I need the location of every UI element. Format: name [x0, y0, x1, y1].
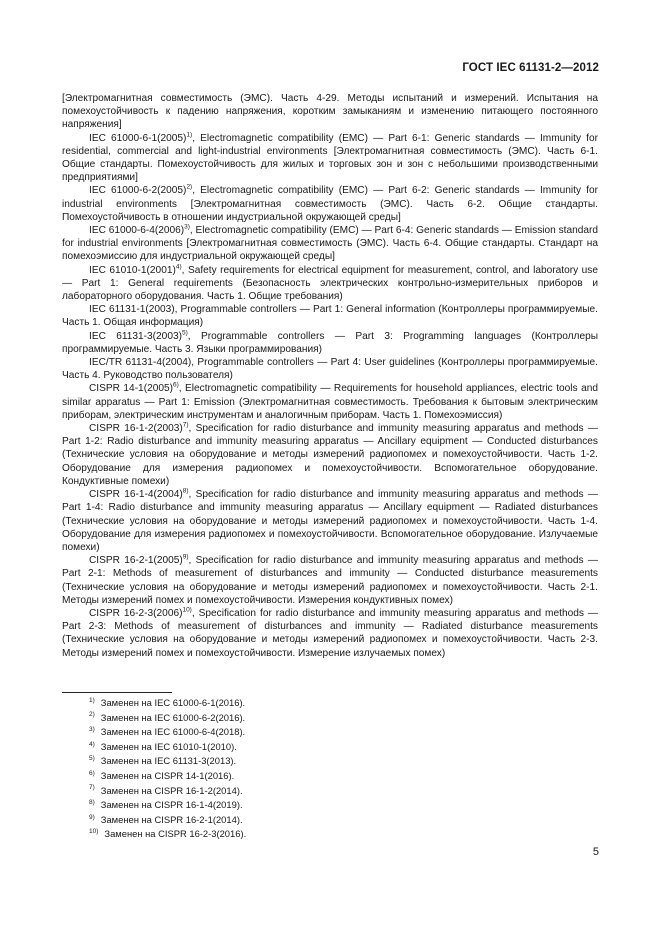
- reference-paragraph: IEC $61000-6-1(2005)^{1)}$, Electromagnetic compatibility (EMC) — Part 6-1: Generic standards — Immunity for residential, commercial and light-industrial environments [Электромагнитная совместимость (ЭМС). Часть 6-1. Общие стандарты. Помехоустойчивость для жилых и торговых зон и зон с небольшими производственными предприятиями]: [62, 131, 598, 184]
- reference-paragraph: IEC $61131-3(2003)^{5)}$, Programmable controllers — Part 3: Programming languages (Контроллеры программируемые. Часть 3. Языки программирования): [62, 329, 598, 355]
- reference-paragraph: CISPR $16-1-4(2004)^{8)}$, Specification for radio disturbance and immunity measuring apparatus and methods — Part 1-4: Radio disturbance and immunity measuring apparatus — Ancillary equipment — Radiated disturbances (Технические условия на оборудование и методы измерений радиопомех и помехоустойчивости. Часть 1-4. Оборудование для измерения радиопомех и помехоустойчивости. Вспомогательное оборудование. Излучаемые помехи): [62, 487, 598, 553]
- references-list: [62, 92, 598, 660]
- reference-paragraph: [Электромагнитная совместимость (ЭМС). Часть 4-29. Методы испытаний и измерений. Испытания на помехоустойчивость к падению напряжения, коротким замыканиям и изменению питающего постоянного напряжения]: [62, 93, 598, 131]
- document-header: ГОСТ IEC 61131-2—2012: [462, 62, 599, 74]
- footnote: $^{4)}$ Заменен на IEC 61010-1(2010).: [89, 740, 237, 752]
- reference-paragraph: CISPR $16-2-1(2005)^{9)}$, Specification for radio disturbance and immunity measuring apparatus and methods — Part 2-1: Methods of measurement of disturbances and immunity — Conducted disturbance measurements (Технические условия на оборудование и методы измерений радиопомех и помехоустойчивости. Часть 2-1. Методы измерений помех и помехоустойчивости. Измерения кондуктивных помех): [62, 553, 598, 606]
- footnotes: [89, 696, 246, 842]
- footnote-divider: [62, 692, 172, 693]
- reference-paragraph: IEC/TR 61131-4(2004), Programmable controllers — Part 4: User guidelines (Контроллеры программируемые. Часть 4. Руководство пользователя): [62, 357, 598, 382]
- page-number: 5: [592, 846, 599, 858]
- footnote: $^{8)}$ Заменен на CISPR 16-1-4(2019).: [89, 799, 243, 811]
- reference-paragraph: IEC $61000-6-4(2006)^{3)}$, Electromagnetic compatibility (EMC) — Part 6-4: Generic standards — Emission standard for industrial environments [Электромагнитная совместимость (ЭМС). Часть 6-4. Общие стандарты. Стандарт на помехоэмиссию для индустриальной окружающей среды]: [62, 223, 598, 263]
- reference-paragraph: CISPR $16-2-3(2006)^{10)}$, Specification for radio disturbance and immunity measuring apparatus and methods — Part 2-3: Methods of measurement of disturbances and immunity — Radiated disturbance measurements (Технические условия на оборудование и методы измерений радиопомех и помехоустойчивости. Часть 2-3. Методы измерений помех и помехоустойчивости. Измерение излучаемых помех): [62, 606, 598, 659]
- reference-paragraph: IEC 61131-1(2003), Programmable controllers — Part 1: General information (Контроллеры программируемые. Часть 1. Общая информация): [62, 304, 598, 329]
- footnote: $^{7)}$ Заменен на CISPR 16-1-2(2014).: [89, 784, 243, 796]
- footnote: $^{9)}$ Заменен на CISPR 16-2-1(2014).: [89, 813, 243, 825]
- reference-paragraph: IEC $61010-1(2001)^{4)}$, Safety requirements for electrical equipment for measurement, control, and laboratory use — Part 1: General requirements (Безопасность электрических контрольно-измерительных приборов и лабораторного оборудования. Часть 1. Общие требования): [62, 263, 598, 303]
- reference-paragraph: IEC $61000-6-2(2005)^{2)}$, Electromagnetic compatibility (EMC) — Part 6-2: Generic standards — Immunity for industrial environments [Электромагнитная совместимость (ЭМС). Часть 6-2. Общие стандарты. Помехоустойчивость в отношении индустриальной окружающей среды]: [62, 184, 598, 223]
- footnote: $^{5)}$ Заменен на IEC 61131-3(2013).: [89, 755, 237, 767]
- footnote: $^{10)}$ Заменен на CISPR 16-2-3(2016).: [89, 828, 247, 840]
- footnote: $^{1)}$ Заменен на IEC 61000-6-1(2016).: [89, 696, 246, 708]
- reference-paragraph: CISPR $16-1-2(2003)^{7)}$, Specification for radio disturbance and immunity measuring apparatus and methods — Part 1-2: Radio disturbance and immunity measuring apparatus — Ancillary equipment — Conducted disturbances (Технические условия на оборудование и методы измерений радиопомех и помехоустойчивости. Часть 1-2. Оборудование для измерения радиопомех и помехоустойчивости. Вспомогательное оборудование. Кондуктивные помехи): [62, 421, 598, 487]
- reference-paragraph: CISPR $14-1(2005)^{6)}$, Electromagnetic compatibility — Requirements for household appliances, electric tools and similar apparatus — Part 1: Emission (Электромагнитная совместимость. Требования к бытовым электрическим приборам, электрическим инструментам и аналогичным приборам. Часть 1. Помехоэмиссия): [62, 382, 598, 421]
- footnote: $^{3)}$ Заменен на IEC 61000-6-4(2018).: [89, 726, 246, 738]
- footnote: $^{6)}$ Заменен на CISPR 14-1(2016).: [89, 769, 235, 781]
- footnote: $^{2)}$ Заменен на IEC 61000-6-2(2016).: [89, 711, 246, 723]
